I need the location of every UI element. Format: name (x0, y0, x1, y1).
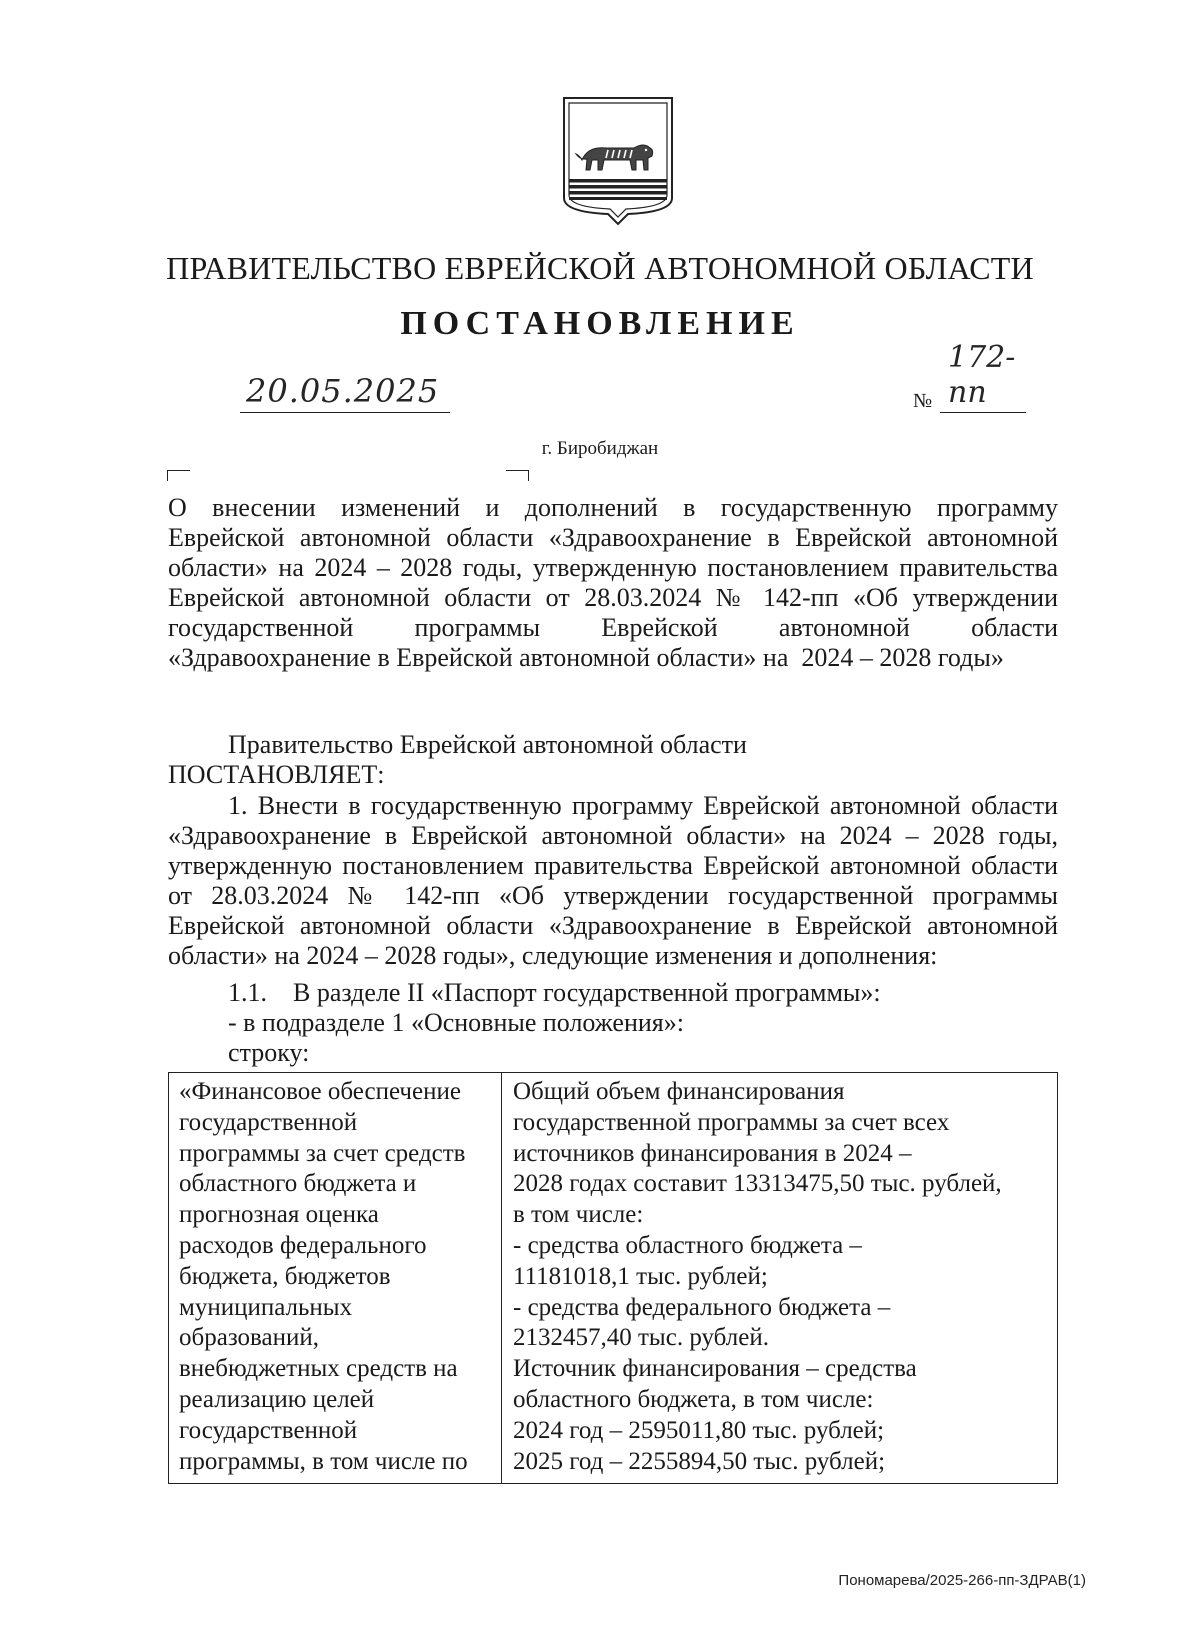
cell-line: 2025 год – 2255894,50 тыс. рублей; (513, 1447, 886, 1475)
cell-line: Источник финансирования – средства (513, 1355, 917, 1383)
preamble-resolves: ПОСТАНОВЛЯЕТ: (168, 760, 385, 789)
cell-line: в том числе: (513, 1201, 644, 1229)
cell-line: областного бюджета и (179, 1170, 417, 1198)
preamble-line: Правительство Еврейской автономной области (228, 730, 747, 759)
document-id-footer: Пономарева/2025-266-пп-ЗДРАВ(1) (838, 1572, 1086, 1589)
number-sign: № (913, 390, 933, 412)
cell-line: образований, (179, 1324, 320, 1352)
cell-line: областного бюджета, в том числе: (513, 1385, 874, 1413)
date-field (240, 372, 450, 413)
cell-line: Общий объем финансирования (513, 1078, 845, 1105)
preamble (168, 730, 1058, 790)
cell-line: муниципальных (179, 1293, 353, 1321)
government-title: ПРАВИТЕЛЬСТВО ЕВРЕЙСКОЙ АВТОНОМНОЙ ОБЛАСТИ (166, 250, 1034, 286)
cell-line: государственной (179, 1416, 358, 1444)
item-line: 1.1. В разделе II «Паспорт государственной программы»: (228, 978, 881, 1007)
financing-table (168, 1072, 1058, 1484)
city-name: г. Биробиджан (541, 438, 659, 459)
item-line: 1. Внести в государственную программу Еврейской автономной области (228, 791, 1058, 820)
cell-line: бюджета, бюджетов (179, 1262, 391, 1290)
item-line: «Здравоохранение в Еврейской автономной области» на 2024 – 2028 годы, (168, 821, 1058, 850)
cell-line: государственной программы за счет всех (513, 1108, 950, 1136)
cell-line: 2028 годах составит 13313475,50 тыс. рублей, (513, 1170, 1002, 1198)
table-column-divider (501, 1073, 502, 1483)
document-type-title: ПОСТАНОВЛЕНИЕ (400, 305, 800, 342)
subject-line: государственной программы Еврейской автономной области (168, 613, 1058, 642)
subject-line: О внесении изменений и дополнений в государственную программу (168, 493, 1058, 522)
cell-line: программы, в том числе по (179, 1447, 468, 1475)
cell-line: 2024 год – 2595011,80 тыс. рублей; (513, 1416, 885, 1444)
resolution-item-1-1 (168, 978, 1058, 1068)
cell-line: 2132457,40 тыс. рублей. (513, 1324, 769, 1352)
number-field (940, 340, 1026, 413)
coat-of-arms-emblem (562, 96, 674, 226)
cell-line: прогнозная оценка (179, 1201, 379, 1229)
cell-line: 11181018,1 тыс. рублей; (513, 1262, 768, 1290)
title-corner-right (506, 470, 529, 481)
cell-line: программы за счет средств (179, 1139, 466, 1167)
item-line: строку: (228, 1038, 310, 1067)
cell-line: - средства областного бюджета – (513, 1231, 862, 1259)
cell-line: государственной (179, 1108, 358, 1136)
handwritten-number: 172-пп (948, 340, 1016, 410)
table-cell-value (513, 1077, 1053, 1477)
subject-line: области» на 2024 – 2028 годы, утвержденную постановлением правительства (168, 553, 1058, 582)
table-cell-label (179, 1077, 499, 1477)
item-line: утвержденную постановлением правительства Еврейской автономной области (168, 851, 1058, 880)
cell-line: расходов федерального (179, 1231, 427, 1259)
cell-line: источников финансирования в 2024 – (513, 1139, 912, 1167)
subject-line: Еврейской автономной области от 28.03.2024 № 142-пп «Об утверждении (168, 583, 1058, 612)
subject-line: Еврейской автономной области «Здравоохранение в Еврейской автономной (168, 523, 1058, 552)
document-subject (168, 493, 1058, 673)
cell-line: реализацию целей (179, 1385, 375, 1413)
title-corner-left (167, 470, 190, 481)
cell-line: - средства федерального бюджета – (513, 1293, 891, 1321)
cell-line: «Финансовое обеспечение (179, 1078, 461, 1105)
item-line: от 28.03.2024 № 142-пп «Об утверждении государственной программы (168, 881, 1058, 910)
item-line: - в подразделе 1 «Основные положения»: (228, 1008, 684, 1037)
subject-line: «Здравоохранение в Еврейской автономной области» на 2024 – 2028 годы» (168, 643, 1004, 672)
handwritten-date: 20.05.2025 (246, 372, 440, 410)
cell-line: внебюджетных средств на (179, 1355, 458, 1383)
resolution-item-1 (168, 791, 1058, 971)
item-line: области» на 2024 – 2028 годы», следующие изменения и дополнения: (168, 941, 938, 970)
item-line: Еврейской автономной области «Здравоохранение в Еврейской автономной (168, 911, 1058, 940)
